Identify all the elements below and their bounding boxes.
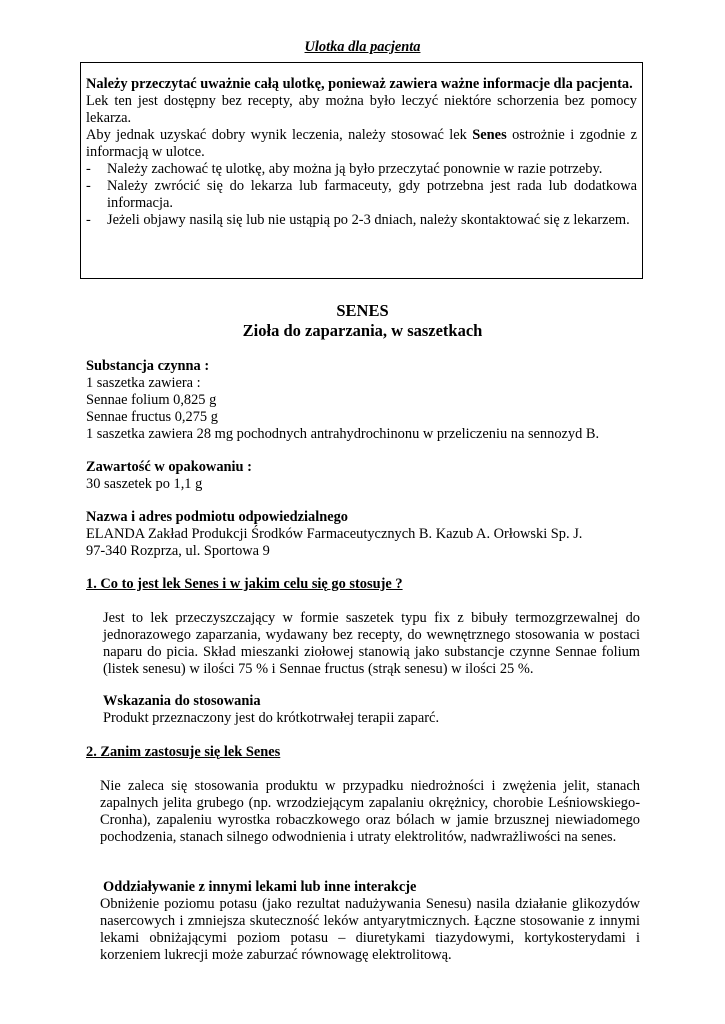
product-name: SENES (336, 301, 389, 320)
warning-bullet: - Należy zwrócić się do lekarza lub farmaceuty, gdy potrzebna jest rada lub dodatkowa informacja. (86, 178, 637, 211)
section-2-heading-wrap (86, 744, 642, 761)
interactions-wrap (100, 879, 640, 964)
contents-heading: Zawartość w opakowaniu : (86, 459, 252, 475)
interactions-body: Obniżenie poziomu potasu (jako rezultat nadużywania Senesu) nasila działanie glikozydów nasercowych i zmniejsza skuteczność leków antyarytmicznych. Łączne stosowanie z innymi lekami obniżającymi poziom potasu – diuretykami tiazydowymi, kortykosterydami i korzeniem lukrecji może zaburzać równowagę elektrolitową. (100, 896, 640, 963)
product-subtitle: Zioła do zaparzania, w saszetkach (242, 321, 483, 340)
responsible-line-2: 97-340 Rozprza, ul. Sportowa 9 (86, 543, 270, 559)
warning-box (80, 62, 643, 279)
indications-heading: Wskazania do stosowania (103, 693, 261, 709)
warning-bullet-text: Jeżeli objawy nasilą się lub nie ustąpią po 2-3 dniach, należy skontaktować się z lekarzem. (107, 212, 630, 228)
warning-line-2-post: ostrożnie i zgodnie z informacją w ulotce. (86, 127, 637, 160)
warning-line-2-bold: Senes (472, 127, 507, 143)
section-1-heading-wrap (86, 576, 642, 593)
contents-section (86, 459, 642, 493)
product-title-block (0, 301, 725, 341)
substance-heading: Substancja czynna : (86, 358, 210, 374)
warning-line-2-pre: Aby jednak uzyskać dobry wynik leczenia, należy stosować lek (86, 127, 473, 143)
warning-bullet-text: Należy zachować tę ulotkę, aby można ją było przeczytać ponownie w razie potrzeby. (107, 161, 603, 177)
warning-line-1: Lek ten jest dostępny bez recepty, aby można było leczyć niektóre schorzenia bez pomocy lekarza. (86, 93, 637, 126)
substance-section (86, 358, 642, 443)
section-2-heading: 2. Zanim zastosuje się lek Senes (86, 744, 281, 760)
contents-value: 30 saszetek po 1,1 g (86, 476, 203, 492)
responsible-section (86, 509, 642, 560)
section-1-body: Jest to lek przeczyszczający w formie saszetek typu fix z bibuły termozgrzewalnej do jednorazowego zaparzania, wydawany bez recepty, do wewnętrznego stosowania w postaci naparu do picia. Skład mieszanki ziołowej stanowią jako substancje czynne Sennae folium (listek senesu) w ilości 75 % i Sennae fructus (strąk senesu) w ilości 25 %. (103, 610, 640, 677)
section-1-body-wrap (103, 610, 640, 678)
substance-line: 1 saszetka zawiera : (86, 375, 201, 391)
page-header-title: Ulotka dla pacjenta (304, 39, 421, 55)
warning-bullet-text: Należy zwrócić się do lekarza lub farmaceuty, gdy potrzebna jest rada lub dodatkowa informacja. (107, 178, 637, 211)
warning-bullet: - Jeżeli objawy nasilą się lub nie ustąpią po 2-3 dniach, należy skontaktować się z lekarzem. (86, 212, 630, 228)
warning-heading: Należy przeczytać uważnie całą ulotkę, ponieważ zawiera ważne informacje dla pacjenta. (86, 76, 633, 92)
warning-bullet-list (86, 161, 637, 229)
warning-bullet: - Należy zachować tę ulotkę, aby można ją było przeczytać ponownie w razie potrzeby. (86, 161, 603, 177)
section-2-body-wrap (100, 778, 640, 846)
section-1-heading: 1. Co to jest lek Senes i w jakim celu się go stosuje ? (86, 576, 403, 592)
indications-wrap (103, 693, 640, 727)
indications-body: Produkt przeznaczony jest do krótkotrwałej terapii zaparć. (103, 710, 440, 726)
section-2-body: Nie zaleca się stosowania produktu w przypadku niedrożności i zwężenia jelit, stanach zapalnych jelita grubego (np. wrzodziejącym zapalaniu okrężnicy, chorobie Leśniowskiego-Cronha), zapaleniu wyrostka robaczkowego oraz bólach w jamie brzusznej niewiadomego pochodzenia, stanach silnego odwodnienia i utraty elektrolitów, nadwrażliwości na senes. (100, 778, 640, 845)
responsible-line-1: ELANDA Zakład Produkcji Środków Farmaceutycznych B. Kazub A. Orłowski Sp. J. (86, 526, 583, 542)
interactions-heading: Oddziaływanie z innymi lekami lub inne interakcje (103, 879, 417, 895)
substance-line: Sennae fructus 0,275 g (86, 409, 218, 425)
substance-line: 1 saszetka zawiera 28 mg pochodnych antrahydrochinonu w przeliczeniu na sennozyd B. (86, 426, 600, 442)
responsible-heading: Nazwa i adres podmiotu odpowiedzialnego (86, 509, 348, 525)
substance-line: Sennae folium 0,825 g (86, 392, 217, 408)
warning-line-2 (86, 127, 637, 161)
